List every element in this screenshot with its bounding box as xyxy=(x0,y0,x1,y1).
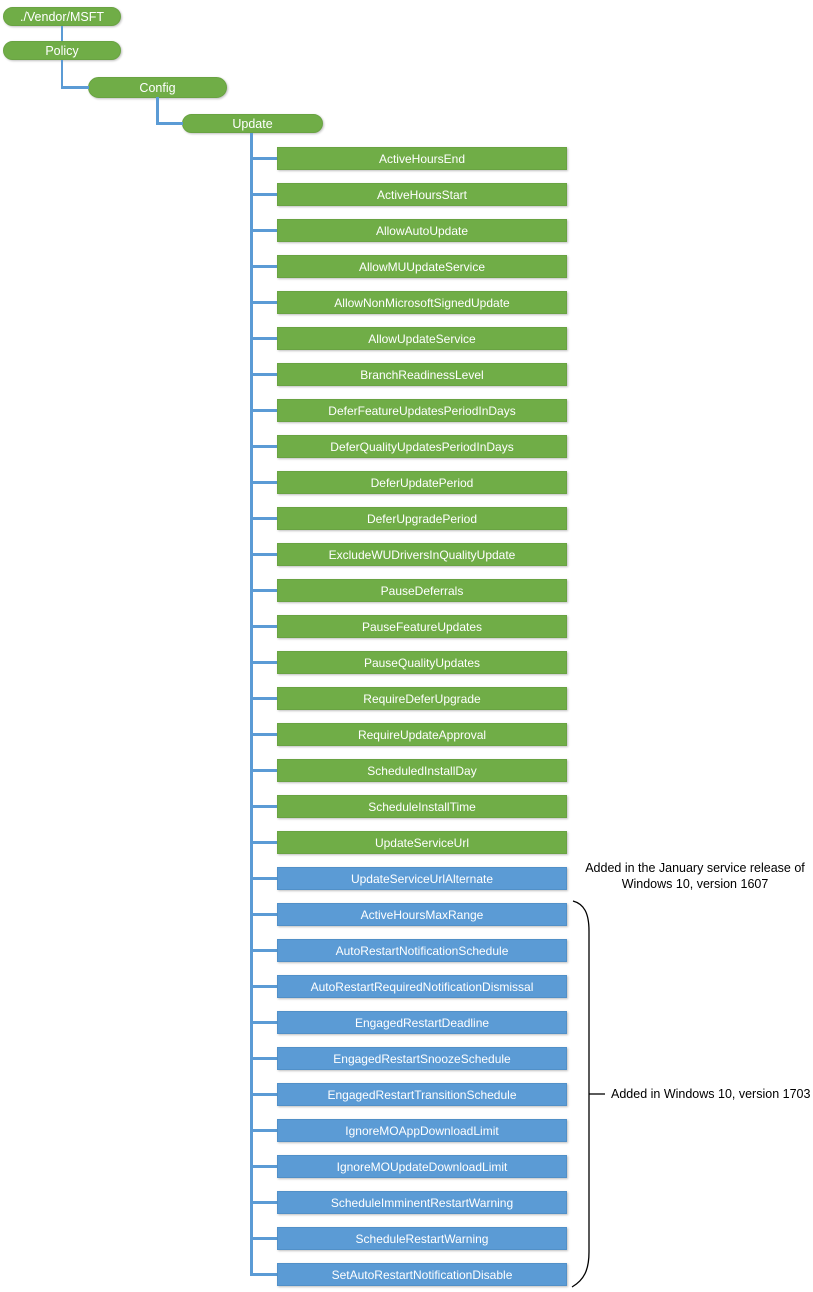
connector-stub xyxy=(250,229,278,232)
tree-node-config: Config xyxy=(88,77,227,98)
tree-node-leaf: SetAutoRestartNotificationDisable xyxy=(277,1263,567,1286)
tree-node-leaf: UpdateServiceUrl xyxy=(277,831,567,854)
connector-stub xyxy=(250,157,278,160)
tree-node-leaf: AllowUpdateService xyxy=(277,327,567,350)
tree-node-policy: Policy xyxy=(3,41,121,60)
connector-stub xyxy=(250,481,278,484)
connector-stub xyxy=(250,373,278,376)
tree-node-leaf: AutoRestartNotificationSchedule xyxy=(277,939,567,962)
connector-policy-config-horizontal xyxy=(61,86,89,89)
connector-stub xyxy=(250,1237,278,1240)
connector-stub xyxy=(250,661,278,664)
tree-node-leaf: EngagedRestartDeadline xyxy=(277,1011,567,1034)
connector-stub xyxy=(250,517,278,520)
tree-node-leaf: ScheduleInstallTime xyxy=(277,795,567,818)
connector-stub xyxy=(250,337,278,340)
connector-stub xyxy=(250,1165,278,1168)
connector-stub xyxy=(250,985,278,988)
tree-node-leaf: ScheduledInstallDay xyxy=(277,759,567,782)
tree-node-leaf: ActiveHoursEnd xyxy=(277,147,567,170)
tree-node-leaf: IgnoreMOUpdateDownloadLimit xyxy=(277,1155,567,1178)
connector-config-update-vertical xyxy=(156,97,159,124)
connector-stub xyxy=(250,1021,278,1024)
connector-stub xyxy=(250,445,278,448)
connector-stub xyxy=(250,409,278,412)
connector-stub xyxy=(250,949,278,952)
connector-stub xyxy=(250,1201,278,1204)
tree-node-leaf: PauseQualityUpdates xyxy=(277,651,567,674)
connector-stub xyxy=(250,1057,278,1060)
tree-node-leaf: IgnoreMOAppDownloadLimit xyxy=(277,1119,567,1142)
tree-node-leaf: ExcludeWUDriversInQualityUpdate xyxy=(277,543,567,566)
connector-stub xyxy=(250,913,278,916)
annotation-service-release-1607: Added in the January service release of Windows 10, version 1607 xyxy=(585,861,805,891)
connector-stub xyxy=(250,589,278,592)
connector-stub xyxy=(250,769,278,772)
connector-stub xyxy=(250,733,278,736)
tree-node-leaf: DeferFeatureUpdatesPeriodInDays xyxy=(277,399,567,422)
connector-stub xyxy=(250,265,278,268)
connector-stub xyxy=(250,1093,278,1096)
connector-stub xyxy=(250,697,278,700)
connector-stub xyxy=(250,1273,278,1276)
tree-node-leaf: RequireUpdateApproval xyxy=(277,723,567,746)
connector-stub xyxy=(250,553,278,556)
tree-node-vendor-msft: ./Vendor/MSFT xyxy=(3,7,121,26)
tree-node-leaf: ScheduleRestartWarning xyxy=(277,1227,567,1250)
connector-stub xyxy=(250,1129,278,1132)
brace-curve xyxy=(572,901,589,1287)
annotation-version-1703: Added in Windows 10, version 1703 xyxy=(611,1087,811,1101)
tree-node-leaf: DeferQualityUpdatesPeriodInDays xyxy=(277,435,567,458)
tree-node-leaf: PauseFeatureUpdates xyxy=(277,615,567,638)
tree-node-leaf: DeferUpgradePeriod xyxy=(277,507,567,530)
tree-node-leaf: DeferUpdatePeriod xyxy=(277,471,567,494)
tree-node-leaf: AllowMUUpdateService xyxy=(277,255,567,278)
connector-stub xyxy=(250,625,278,628)
connector-stub xyxy=(250,877,278,880)
connector-stub xyxy=(250,841,278,844)
connector-stub xyxy=(250,301,278,304)
tree-node-leaf: RequireDeferUpgrade xyxy=(277,687,567,710)
tree-node-leaf: EngagedRestartSnoozeSchedule xyxy=(277,1047,567,1070)
tree-node-leaf: ActiveHoursMaxRange xyxy=(277,903,567,926)
tree-node-leaf: UpdateServiceUrlAlternate xyxy=(277,867,567,890)
tree-node-leaf: BranchReadinessLevel xyxy=(277,363,567,386)
connector-policy-config-vertical xyxy=(61,60,64,88)
tree-node-leaf: EngagedRestartTransitionSchedule xyxy=(277,1083,567,1106)
tree-node-leaf: AllowAutoUpdate xyxy=(277,219,567,242)
tree-node-leaf: ScheduleImminentRestartWarning xyxy=(277,1191,567,1214)
tree-node-leaf: AllowNonMicrosoftSignedUpdate xyxy=(277,291,567,314)
connector-trunk xyxy=(250,133,253,1275)
connector-stub xyxy=(250,805,278,808)
connector-stub xyxy=(250,193,278,196)
tree-node-leaf: PauseDeferrals xyxy=(277,579,567,602)
tree-node-update: Update xyxy=(182,114,323,133)
connector-root-policy xyxy=(61,26,64,41)
tree-node-leaf: ActiveHoursStart xyxy=(277,183,567,206)
tree-node-leaf: AutoRestartRequiredNotificationDismissal xyxy=(277,975,567,998)
connector-config-update-horizontal xyxy=(156,122,183,125)
